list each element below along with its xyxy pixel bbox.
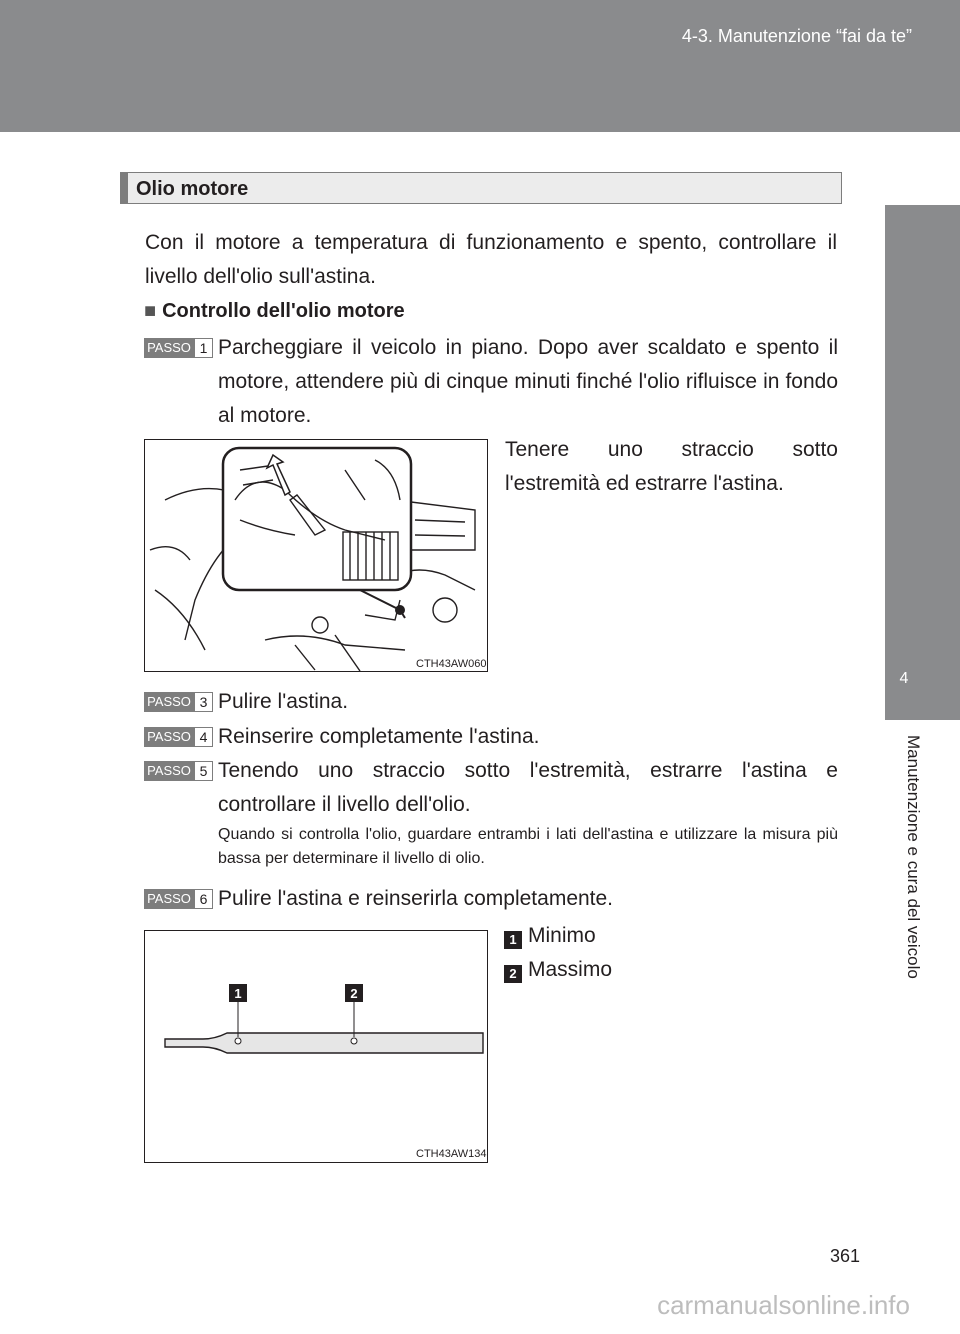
step-badge-6: PASSO 6 — [144, 889, 212, 909]
chapter-number: 4 — [899, 670, 909, 687]
section-title: Olio motore — [136, 178, 249, 200]
engine-figure — [144, 439, 488, 672]
marker-2-icon: 2 — [504, 965, 522, 983]
marker-2: 2 — [350, 986, 358, 1001]
step-badge-3: PASSO 3 — [144, 692, 212, 712]
step-badge-1: PASSO 1 — [144, 338, 212, 358]
dipstick-figure — [144, 930, 488, 1163]
dipstick-illustration — [145, 931, 487, 1162]
intro-paragraph: Con il motore a temperatura di funzionamento e spento, controllare il livello dell'olio sull'astina. — [145, 231, 837, 288]
marker-1: 1 — [234, 986, 242, 1001]
square-bullet-icon: ■ — [144, 300, 157, 322]
chapter-tab — [885, 205, 960, 720]
chapter-title: Manutenzione e cura del veicolo — [904, 735, 923, 979]
watermark: carmanualsonline.info — [657, 1290, 910, 1320]
page-number: 361 — [829, 1246, 860, 1266]
step-badge-4: PASSO 4 — [144, 727, 212, 747]
step-2-text: Tenere uno straccio sotto l'estremità ed estrarre l'astina. — [505, 438, 838, 495]
figure-2-code: CTH43AW134 — [416, 1148, 487, 1160]
step-badge-5: PASSO 5 — [144, 761, 212, 781]
legend-massimo: 2 Massimo — [504, 958, 612, 983]
figure-1-code: CTH43AW060 — [416, 658, 487, 670]
header-band — [0, 0, 960, 132]
step-5-text: Tenendo uno straccio sotto l'estremità, estrarre l'astina e controllare il livello dell'olio. — [218, 759, 838, 816]
legend-minimo: 1 Minimo — [504, 924, 596, 949]
engine-illustration — [145, 440, 487, 671]
section-reference: 4-3. Manutenzione “fai da te” — [681, 26, 912, 46]
step-6-text: Pulire l'astina e reinserirla completamente. — [218, 887, 614, 910]
step-5-note: Quando si controlla l'olio, guardare entrambi i lati dell'astina e utilizzare la misura più bassa per determinare il livello di olio. — [218, 826, 838, 867]
subheading: ■ Controllo dell'olio motore — [144, 300, 405, 322]
step-4-text: Reinserire completamente l'astina. — [218, 725, 540, 748]
marker-1-icon: 1 — [504, 931, 522, 949]
step-1-text: Parcheggiare il veicolo in piano. Dopo aver scaldato e spento il motore, attendere più di cinque minuti finché l'olio rifluisce in fondo al motore. — [218, 336, 838, 427]
step-3-text: Pulire l'astina. — [218, 690, 349, 713]
